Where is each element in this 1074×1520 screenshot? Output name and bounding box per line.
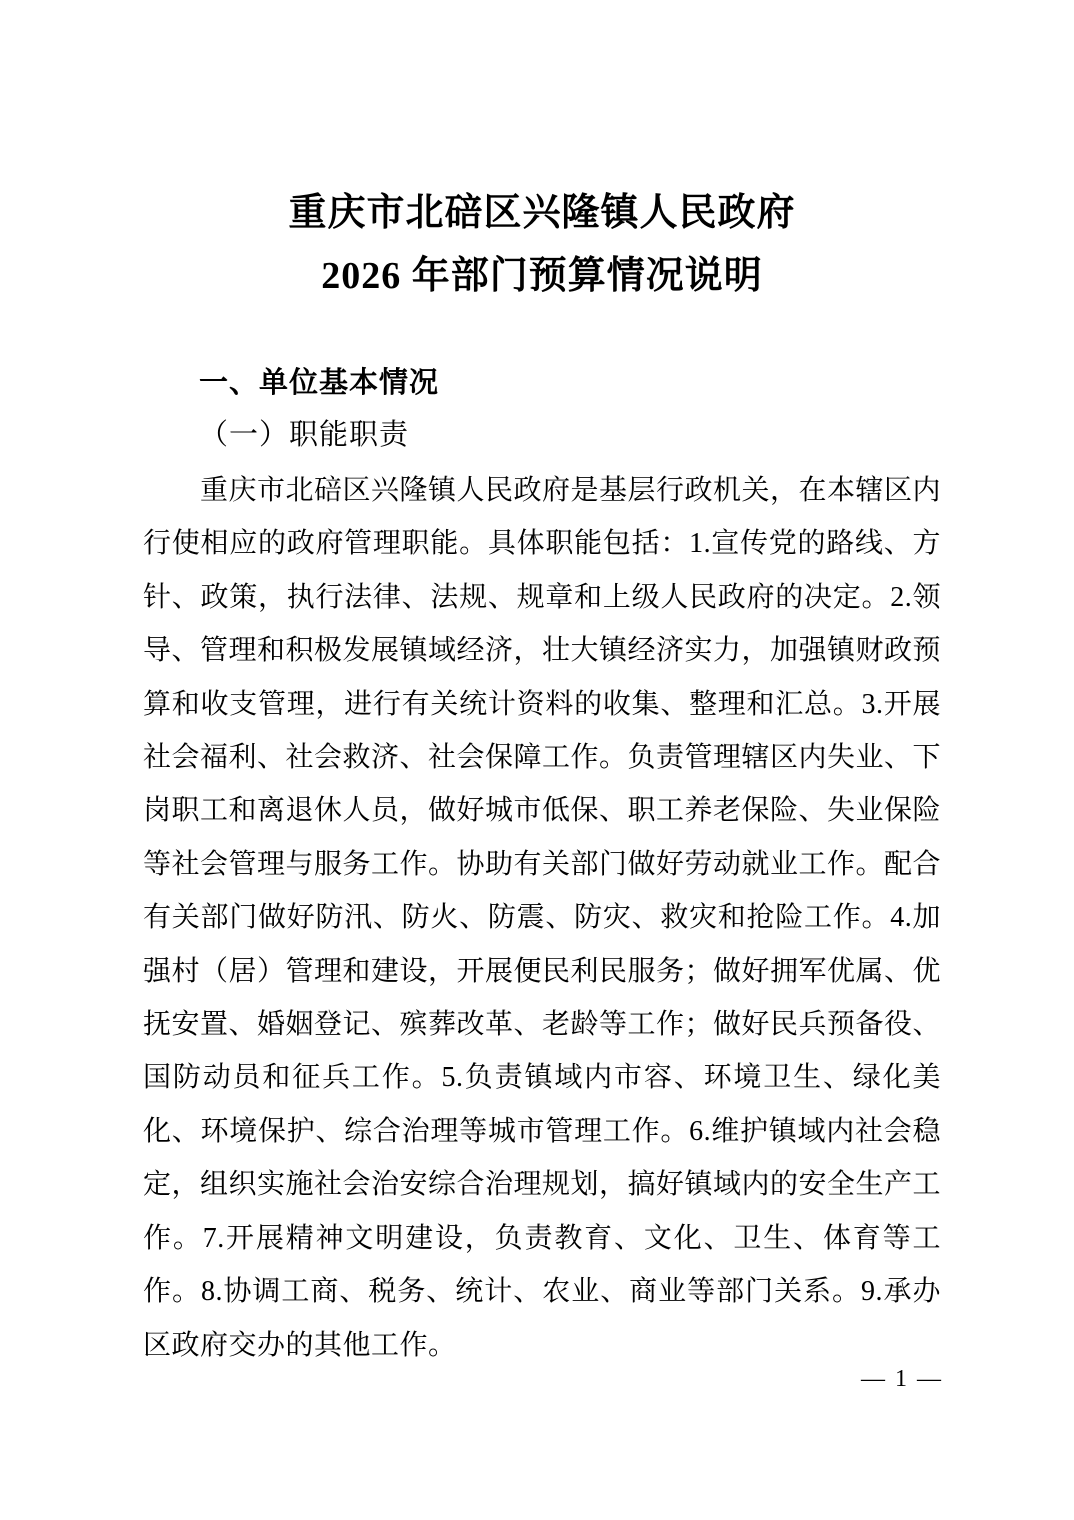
document-title-line-2: 2026 年部门预算情况说明: [321, 255, 763, 297]
body-paragraph-functions-description: 重庆市北碚区兴隆镇人民政府是基层行政机关，在本辖区内行使相应的政府管理职能。具体职能包括：1.宣传党的路线、方针、政策，执行法律、法规、规章和上级人民政府的决定。2.领导、管理和积极发展镇域经济，壮大镇经济实力，加强镇财政预算和收支管理，进行有关统计资料的收集、整理和汇总。3.开展社会福利、社会救济、社会保障工作。负责管理辖区内失业、下岗职工和离退休人员，做好城市低保、职工养老保险、失业保险等社会管理与服务工作。协助有关部门做好劳动就业工作。配合有关部门做好防汛、防火、防震、防灾、救灾和抢险工作。4.加强村（居）管理和建设，开展便民利民服务；做好拥军优属、优抚安置、婚姻登记、殡葬改革、老龄等工作；做好民兵预备役、国防动员和征兵工作。5.负责镇域内市容、环境卫生、绿化美化、环境保护、综合治理等城市管理工作。6.维护镇域内社会稳定，组织实施社会治安综合治理规划，搞好镇域内的安全生产工作。7.开展精神文明建设，负责教育、文化、卫生、体育等工作。8.协调工商、税务、统计、农业、商业等部门关系。9.承办区政府交办的其他工作。: [143, 475, 942, 1361]
document-title: [143, 182, 941, 308]
document-title-line-1: 重庆市北碚区兴隆镇人民政府: [288, 192, 796, 234]
subsection-heading-functions-and-duties: （一）职能职责: [199, 419, 410, 451]
section-heading-basic-information: 一、单位基本情况: [199, 367, 440, 399]
page-number-footer: — 1 —: [861, 1366, 943, 1392]
